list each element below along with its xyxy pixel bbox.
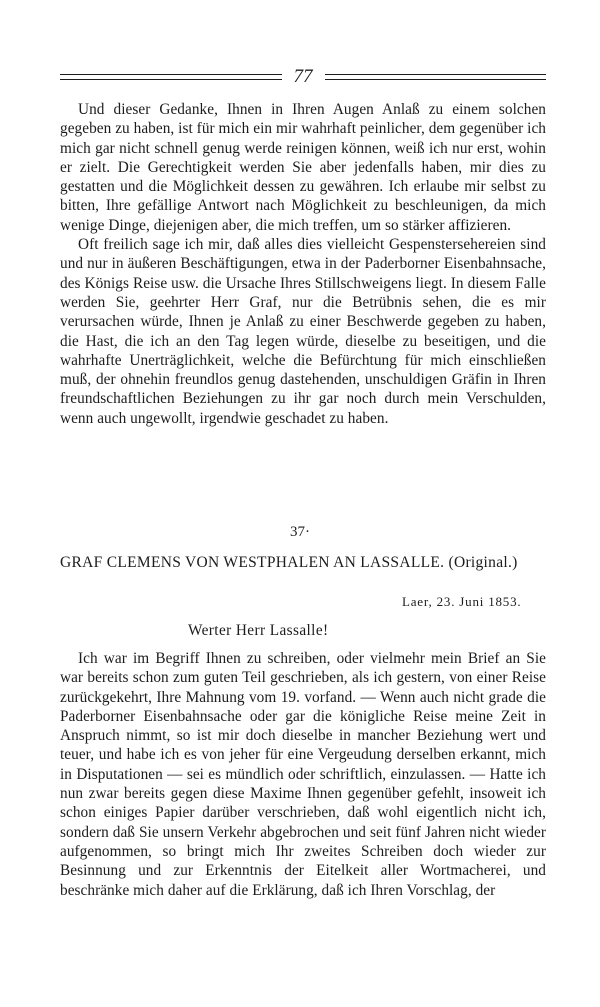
letter-body-text (60, 649, 546, 900)
letter-number: 37· (290, 524, 310, 540)
page-number: 77 (293, 66, 313, 87)
paragraph: Oft freilich sage ich mir, daß alles dies vielleicht Gespenstersehereien sind und nur in äußeren Beschäftigungen, etwa in der Paderborner Eisenbahnsache, des Königs Reise usw. die Ursache Ihres Stillschweigens liegt. In diesem Falle werden Sie, geehrter Herr Graf, nur die Betrübnis sehen, die es mir verursachen würde, Ihnen je Anlaß zu einer Beschwerde gegeben zu haben, die Hast, die ich an den Tag legen würde, dieselbe zu beseitigen, und die wahrhafte Unerträglichkeit, welche die Befürchtung für mich einschließen muß, der ohnehin freundlos genug dastehenden, unschuldigen Gräfin in Ihren freundschaftlichen Beziehungen zu ihr gar noch durch mein Verschulden, wenn auch ungewollt, irgendwie geschadet zu haben. (60, 236, 546, 427)
paragraph: Ich war im Begriff Ihnen zu schreiben, oder vielmehr mein Brief an Sie war bereits schon zum guten Teil geschrieben, als ich gestern, von einer Reise zurückgekehrt, Ihre Mahnung vom 19. vorfand. — Wenn auch nicht grade die Paderborner Eisenbahnsache oder gar die königliche Reise meine Zeit in Anspruch nimmt, so ist mir doch dieselbe in mancher Beziehung wert und teuer, und habe ich es von jeher für eine Vergeudung derselben erkannt, mich in Disputationen — sei es mündlich oder schriftlich, einzulassen. — Hatte ich nun zwar bereits gegen diese Maxime Ihnen gegenüber gefehlt, insoweit ich schon einiges Papier darüber verschrieben, daß wohl eigentlich nicht ich, sondern daß Sie unsern Verkehr abgebrochen und seit fünf Jahren nicht wieder aufgenommen, so bringt mich Ihr zweites Schreiben doch wieder zur Besinnung und zur Erkenntnis der Eitelkeit aller Wortmacherei, und beschränke mich daher auf die Erklärung, daß ich Ihren Vorschlag, der (60, 650, 546, 899)
header-rule-left (60, 74, 282, 80)
page-header (60, 62, 546, 92)
letter-salutation: Werter Herr Lassalle! (188, 622, 329, 639)
letter-heading: GRAF CLEMENS VON WESTPHALEN AN LASSALLE. (Original.) (60, 554, 518, 571)
header-rule-right (325, 74, 547, 80)
paragraph: Und dieser Gedanke, Ihnen in Ihren Augen Anlaß zu einem solchen gegeben zu haben, ist für mich ein mir wahrhaft peinlicher, dem gegenüber ich mich gar nicht schnell genug werde reinigen können, weiß ich nur erst, wohin er zielt. Die Gerechtigkeit werden Sie aber jedenfalls haben, mir dies zu gestatten und die Möglichkeit dessen zu gewähren. Ich erlaube mir selbst zu bitten, Ihre gefällige Antwort nach Möglichkeit zu beschleunigen, da mich wenige Dinge, diejenigen aber, die mich treffen, um so stärker affizieren. (60, 101, 546, 234)
letter-place-date: Laer, 23. Juni 1853. (402, 594, 522, 609)
continued-letter-text (60, 100, 546, 428)
